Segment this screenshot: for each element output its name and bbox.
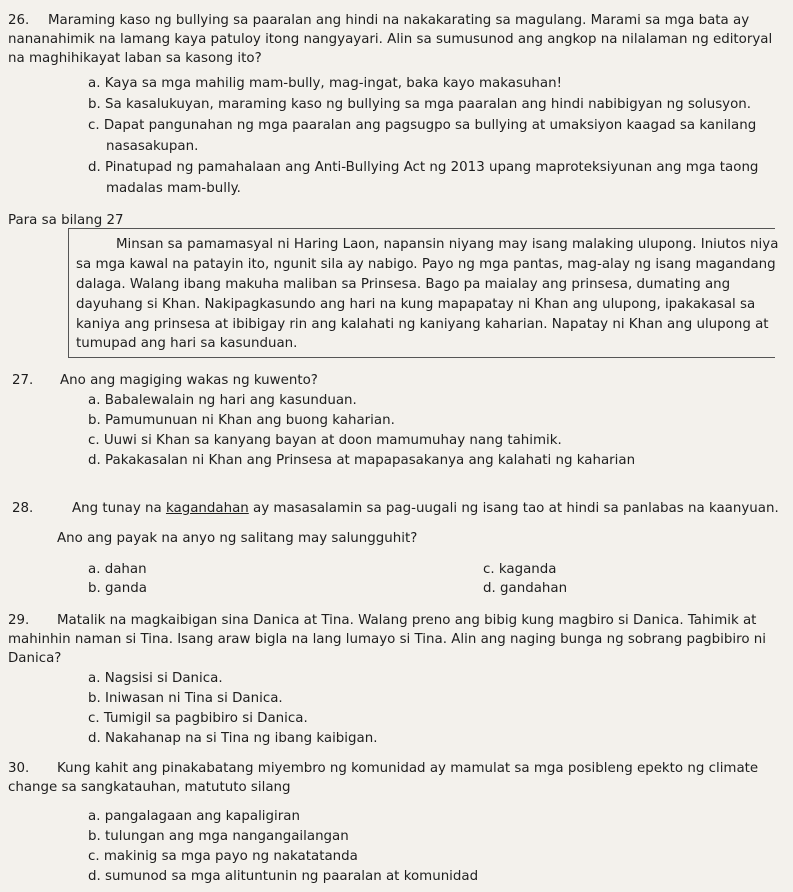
q29-number: 29. xyxy=(8,613,30,628)
q29-text-line: Danica? xyxy=(8,651,62,666)
q26-option-d-cont: madalas mam-bully. xyxy=(106,181,241,196)
q27-option-b[interactable]: b. Pamumunuan ni Khan ang buong kaharian. xyxy=(88,413,395,428)
q27-question: Ano ang magiging wakas ng kuwento? xyxy=(60,373,318,388)
q30-option-c[interactable]: c. makinig sa mga payo ng nakatatanda xyxy=(88,849,358,864)
q27-option-a[interactable]: a. Babalewalain ng hari ang kasunduan. xyxy=(88,393,357,408)
q28-option-c[interactable]: c. kaganda xyxy=(483,562,557,577)
q30-text-line: Kung kahit ang pinakabatang miyembro ng komunidad ay mamulat sa mga posibleng epekto ng climate xyxy=(57,761,759,776)
q27-number: 27. xyxy=(12,373,34,388)
q26-text-line: nananahimik na lamang kaya patuloy itong nangyayari. Alin sa sumusunod ang angkop na nilalaman ng editoryal xyxy=(8,32,773,47)
q30-option-a[interactable]: a. pangalagaan ang kapaligiran xyxy=(88,809,300,824)
q29-text-line: Matalik na magkaibigan sina Danica at Tina. Walang preno ang bibig kung magbiro si Danica. Tahimik at xyxy=(57,613,757,628)
q29-text-line: mahinhin naman si Tina. Isang araw bigla na lang lumayo si Tina. Alin ang naging bunga ng sobrang pagbibiro ni xyxy=(8,632,766,647)
q28-option-a[interactable]: a. dahan xyxy=(88,562,147,577)
q29-option-a[interactable]: a. Nagsisi si Danica. xyxy=(88,671,223,686)
q28-text-before: Ang tunay na xyxy=(72,501,166,516)
passage-line: tumupad ang hari sa kasunduan. xyxy=(76,336,298,351)
q30-option-d[interactable]: d. sumunod sa mga alituntunin ng paaralan at komunidad xyxy=(88,869,479,884)
q28-statement xyxy=(72,500,779,519)
q26-option-d[interactable]: d. Pinatupad ng pamahalaan ang Anti-Bullying Act ng 2013 upang maproteksiyunan ang mga taong xyxy=(88,160,759,175)
q29-option-d[interactable]: d. Nakahanap na si Tina ng ibang kaibigan. xyxy=(88,731,378,746)
q26-option-a[interactable]: a. Kaya sa mga mahilig mam-bully, mag-ingat, baka kayo makasuhan! xyxy=(88,76,562,91)
q29-option-c[interactable]: c. Tumigil sa pagbibiro si Danica. xyxy=(88,711,308,726)
q26-number: 26. xyxy=(8,13,30,28)
q28-option-b[interactable]: b. ganda xyxy=(88,581,147,596)
q26-option-b[interactable]: b. Sa kasalukuyan, maraming kaso ng bullying sa mga paaralan ang hindi nabibigyan ng solusyon. xyxy=(88,97,752,112)
q26-text-line: Maraming kaso ng bullying sa paaralan ang hindi na nakakarating sa magulang. Marami sa mga bata ay xyxy=(48,13,750,28)
passage-heading: Para sa bilang 27 xyxy=(8,213,124,228)
q30-option-b[interactable]: b. tulungan ang mga nangangailangan xyxy=(88,829,349,844)
q26-option-c-cont: nasasakupan. xyxy=(106,139,199,154)
passage-line: sa mga kawal na patayin ito, ngunit sila ay nabigo. Payo ng mga pantas, mag-alay ng isang magandang xyxy=(76,257,776,272)
q28-number: 28. xyxy=(12,501,34,516)
passage-line: Minsan sa pamamasyal ni Haring Laon, napansin niyang may isang malaking ulupong. Iniutos niya xyxy=(116,237,779,252)
q26-option-c[interactable]: c. Dapat pangunahan ng mga paaralan ang pagsugpo sa bullying at umaksiyon kaagad sa kanilang xyxy=(88,118,757,133)
q26-text-line: na maghihikayat laban sa kasong ito? xyxy=(8,51,262,66)
q30-text-line: change sa sangkatauhan, matututo silang xyxy=(8,780,291,795)
q27-option-c[interactable]: c. Uuwi si Khan sa kanyang bayan at doon mamumuhay nang tahimik. xyxy=(88,433,562,448)
passage-line: kaniya ang prinsesa at ibibigay rin ang kalahati ng kaniyang kaharian. Napatay ni Khan ang ulupong at xyxy=(76,317,769,332)
q28-option-d[interactable]: d. gandahan xyxy=(483,581,568,596)
q27-option-d[interactable]: d. Pakakasalan ni Khan ang Prinsesa at mapapasakanya ang kalahati ng kaharian xyxy=(88,453,636,468)
passage-line: dayuhang si Khan. Nakipagkasundo ang hari na kung mapapatay ni Khan ang ulupong, ipakakasal sa xyxy=(76,297,756,312)
q30-number: 30. xyxy=(8,761,30,776)
q28-text-after: ay masasalamin sa pag-uugali ng isang tao at hindi sa panlabas na kaanyuan. xyxy=(248,501,779,516)
passage-line: dalaga. Walang ibang makuha maliban sa Prinsesa. Bago pa maialay ang prinsesa, dumating ang xyxy=(76,277,731,292)
q29-option-b[interactable]: b. Iniwasan ni Tina si Danica. xyxy=(88,691,283,706)
q28-question: Ano ang payak na anyo ng salitang may salungguhit? xyxy=(57,531,418,546)
q28-underlined-word: kagandahan xyxy=(165,501,249,516)
